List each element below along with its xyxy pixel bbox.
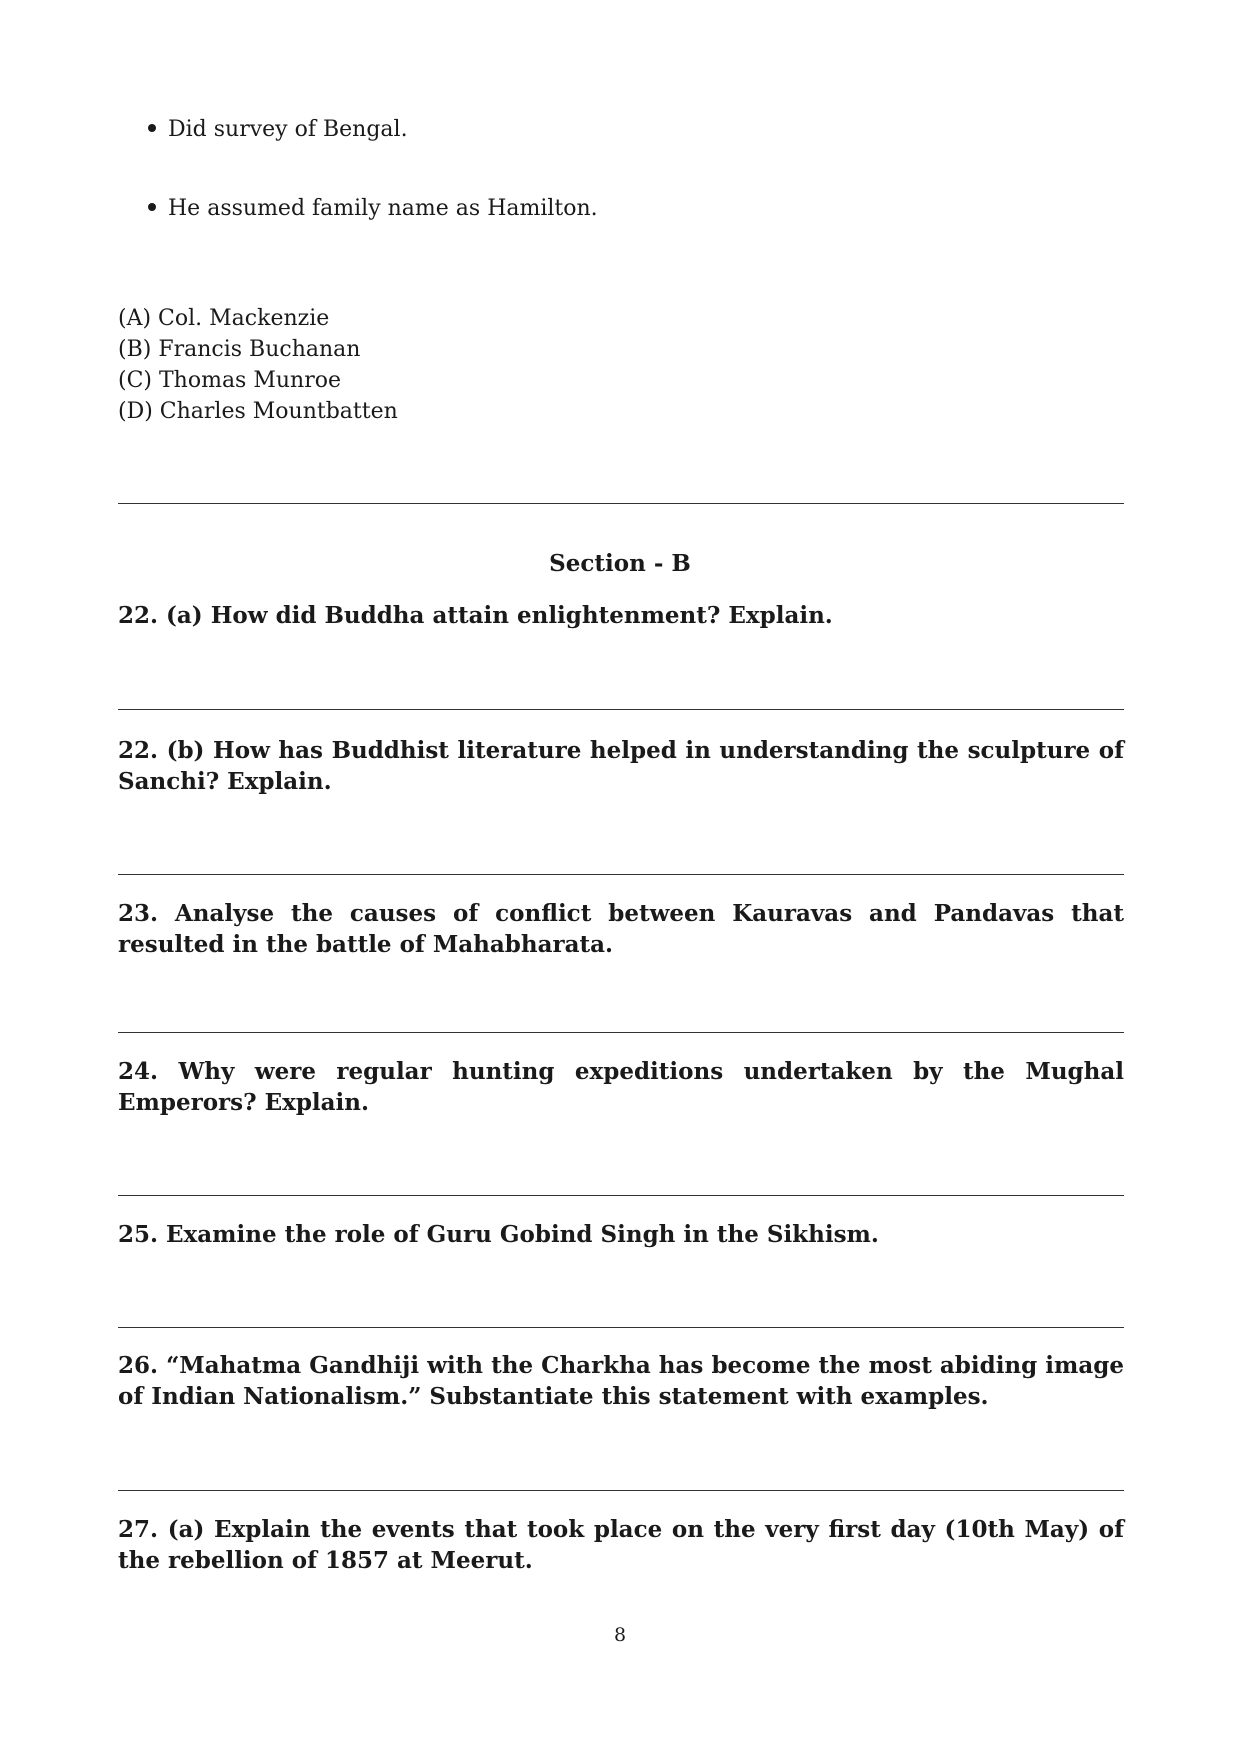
bullet-text: Did survey of Bengal.	[168, 117, 408, 142]
question-22b: 22. (b) How has Buddhist literature helped in understanding the sculpture of Sanchi? Explain.	[118, 737, 1124, 795]
bullet-dot-icon	[148, 203, 156, 211]
question-23: 23. Analyse the causes of conflict between Kauravas and Pandavas that resulted in the battle of Mahabharata.	[118, 900, 1124, 958]
divider	[118, 709, 1124, 710]
option-c: (C) Thomas Munroe	[118, 368, 341, 393]
option-d: (D) Charles Mountbatten	[118, 399, 398, 424]
bullet-text: He assumed family name as Hamilton.	[168, 196, 598, 221]
section-title: Section - B	[549, 550, 691, 577]
page-number: 8	[613, 1624, 627, 1646]
divider	[118, 1195, 1124, 1196]
bullet-item	[148, 195, 598, 223]
question-26: 26. “Mahatma Gandhiji with the Charkha has become the most abiding image of Indian Nationalism.” Substantiate this statement with examples.	[118, 1352, 1124, 1410]
divider	[118, 1327, 1124, 1328]
divider	[118, 874, 1124, 875]
question-22a: 22. (a) How did Buddha attain enlightenment? Explain.	[118, 602, 833, 629]
option-b: (B) Francis Buchanan	[118, 337, 361, 362]
question-27a: 27. (a) Explain the events that took place on the very first day (10th May) of the rebellion of 1857 at Meerut.	[118, 1516, 1124, 1574]
answer-options	[118, 303, 398, 427]
bullet-dot-icon	[148, 124, 156, 132]
divider	[118, 503, 1124, 504]
question-24: 24. Why were regular hunting expeditions undertaken by the Mughal Emperors? Explain.	[118, 1058, 1124, 1116]
divider	[118, 1490, 1124, 1491]
divider	[118, 1032, 1124, 1033]
question-25: 25. Examine the role of Guru Gobind Singh in the Sikhism.	[118, 1221, 879, 1248]
bullet-item	[148, 116, 408, 144]
option-a: (A) Col. Mackenzie	[118, 306, 330, 331]
